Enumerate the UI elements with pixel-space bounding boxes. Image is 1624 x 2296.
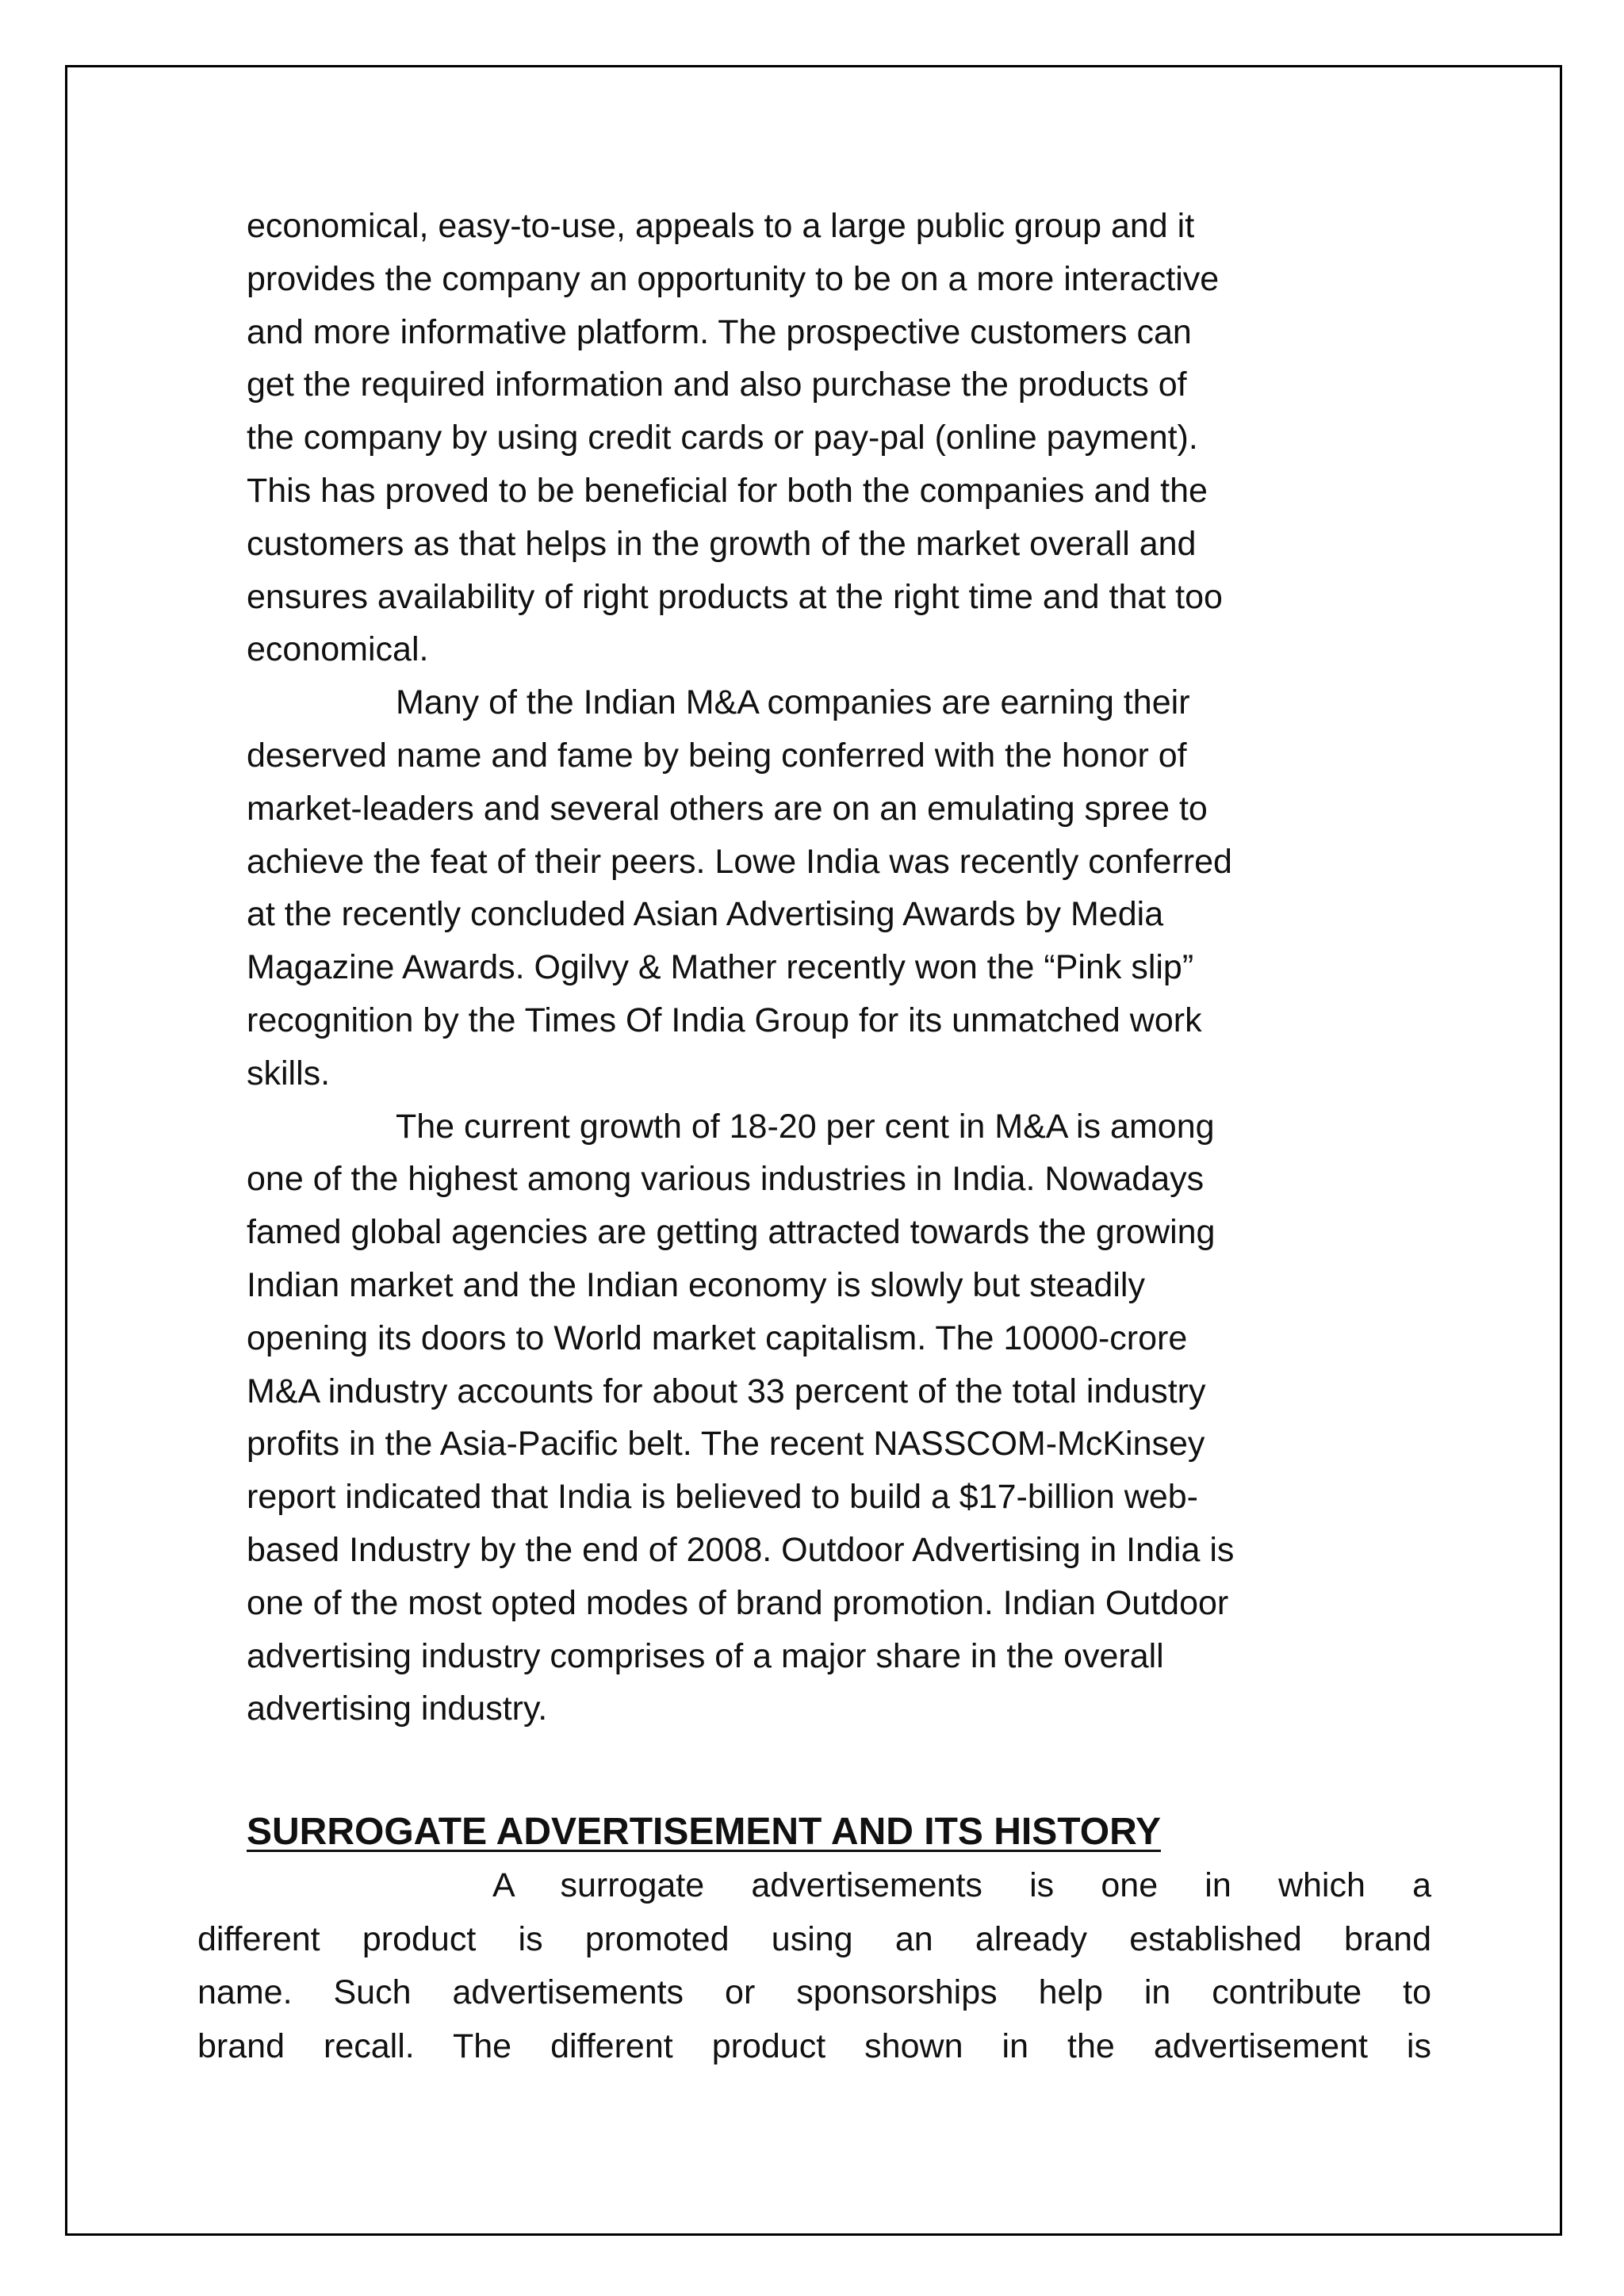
text-line: one of the most opted modes of brand promotion. Indian Outdoor — [247, 1583, 1229, 1622]
text-line: market-leaders and several others are on an emulating spree to — [247, 789, 1208, 828]
text-line: deserved name and fame by being conferred with the honor of — [247, 736, 1187, 775]
text-line: recognition by the Times Of India Group for its unmatched work — [247, 1001, 1202, 1039]
paragraph-4 — [197, 1859, 1431, 2073]
text-line: one of the highest among various industries in India. Nowadays — [247, 1160, 1205, 1199]
text-line: profits in the Asia-Pacific belt. The recent NASSCOM-McKinsey — [247, 1425, 1205, 1464]
text-line: get the required information and also purchase the products of — [247, 365, 1187, 404]
text-line: at the recently concluded Asian Advertising Awards by Media — [247, 895, 1164, 934]
text-line: Many of the Indian M&A companies are earning their — [396, 683, 1190, 722]
text-line: This has proved to be beneficial for both the companies and the — [247, 471, 1208, 510]
text-line: based Industry by the end of 2008. Outdoor Advertising in India is — [247, 1530, 1235, 1569]
text-line: different product is promoted using an already established brand — [197, 1919, 1431, 1958]
text-line: opening its doors to World market capitalism. The 10000-crore — [247, 1318, 1188, 1357]
body-text-top — [247, 200, 1432, 1735]
text-line: report indicated that India is believed to build a $17-billion web- — [247, 1478, 1198, 1517]
text-line: Magazine Awards. Ogilvy & Mather recently won the “Pink slip” — [247, 948, 1194, 987]
text-line: skills. — [247, 1054, 331, 1093]
text-line: customers as that helps in the growth of the market overall and — [247, 524, 1197, 563]
text-line: ensures availability of right products at the right time and that too — [247, 577, 1223, 616]
text-line: advertising industry. — [247, 1689, 548, 1728]
text-line: famed global agencies are getting attracted towards the growing — [247, 1213, 1216, 1252]
text-line: brand recall. The different product shown in the advertisement is — [197, 2026, 1431, 2065]
text-line: economical, easy-to-use, appeals to a large public group and it — [247, 207, 1195, 245]
text-line: The current growth of 18-20 per cent in M&A is among — [396, 1107, 1215, 1146]
text-line: Indian market and the Indian economy is slowly but steadily — [247, 1265, 1145, 1304]
text-line: achieve the feat of their peers. Lowe India was recently conferred — [247, 842, 1232, 881]
text-line: M&A industry accounts for about 33 percent of the total industry — [247, 1372, 1206, 1410]
paragraph-2 — [247, 676, 1432, 1100]
text-line: name. Such advertisements or sponsorships help in contribute to — [197, 1973, 1431, 2011]
paragraph-3 — [247, 1100, 1432, 1736]
text-line: A surrogate advertisements is one in which a — [492, 1866, 1431, 1904]
text-line: provides the company an opportunity to be on a more interactive — [247, 259, 1220, 298]
text-line: and more informative platform. The prospective customers can — [247, 312, 1192, 351]
text-line: advertising industry comprises of a major share in the overall — [247, 1636, 1164, 1675]
text-line: the company by using credit cards or pay-pal (online payment). — [247, 419, 1198, 457]
paragraph-1 — [247, 200, 1432, 676]
text-line: economical. — [247, 630, 429, 669]
section-heading: SURROGATE ADVERTISEMENT AND ITS HISTORY — [247, 1811, 1161, 1853]
